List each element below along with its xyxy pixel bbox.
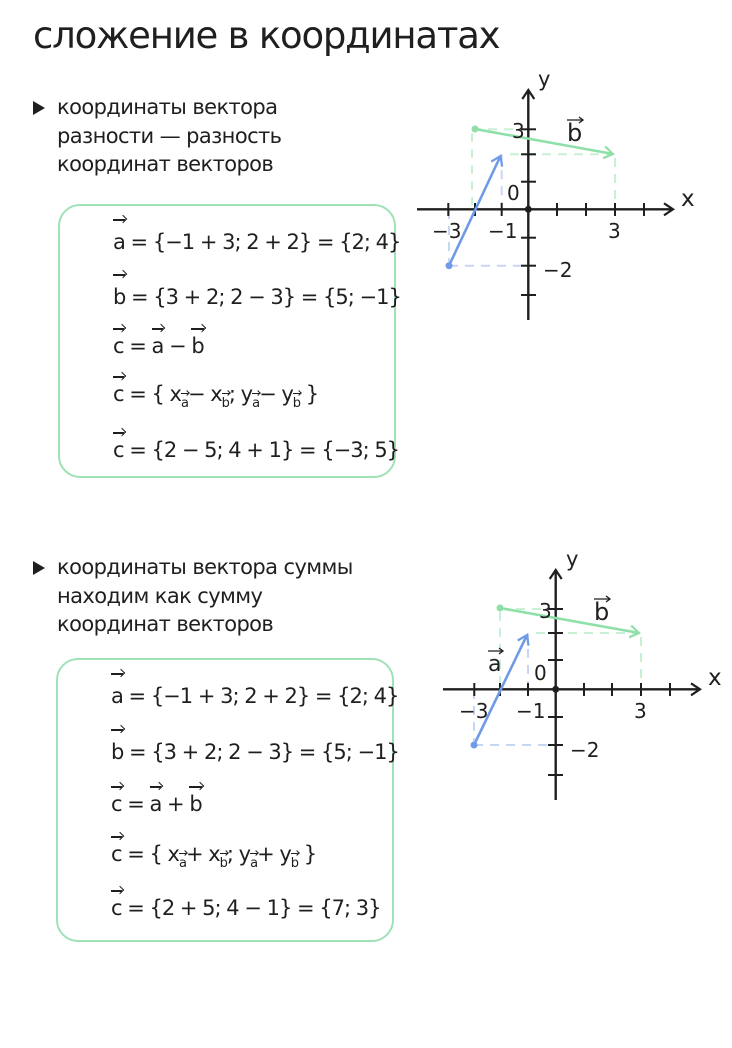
vector-a-symbol: a xyxy=(111,684,123,708)
y-tick-label-3: 3 xyxy=(539,599,552,623)
subscript-a: a xyxy=(252,396,260,411)
x-tick-label-3: 3 xyxy=(608,219,621,243)
vector-b-symbol: b xyxy=(111,740,124,764)
vector-b-start-point xyxy=(472,126,479,133)
bullet-line: координат векторов xyxy=(57,612,274,636)
subscript-a: a xyxy=(180,396,188,411)
eq-part: } xyxy=(298,842,317,866)
vector-b-symbol: b xyxy=(189,792,202,816)
vector-b-start-point xyxy=(497,605,504,612)
bullet-line: координат векторов xyxy=(57,152,274,176)
equation-b-rhs: = {3 + 2; 2 − 3} = {5; −1} xyxy=(125,285,401,309)
equation-c-rhs: = {2 − 5; 4 + 1} = {−3; 5} xyxy=(123,438,400,462)
equals-sign: = xyxy=(123,334,152,358)
x-tick-label-neg1: −1 xyxy=(488,219,518,243)
eq-part: + x xyxy=(185,842,220,866)
vector-a-symbol: a xyxy=(149,792,162,816)
subscript-b: b xyxy=(292,396,301,411)
y-tick-label-neg2: −2 xyxy=(570,738,600,762)
vector-b-label: b xyxy=(594,598,610,626)
subscript-b: b xyxy=(221,396,229,411)
equation-b-rhs: = {3 + 2; 2 − 3} = {5; −1} xyxy=(123,740,399,764)
vector-a-symbol: a xyxy=(151,334,164,358)
subscript-a: a xyxy=(250,856,258,871)
y-axis-label: y xyxy=(538,67,551,91)
bullet-line: координаты вектора суммы xyxy=(57,555,353,579)
origin-point xyxy=(525,206,532,213)
bullet-line: разности — разность xyxy=(57,123,282,148)
eq-part: ; y xyxy=(226,842,251,866)
operator: + xyxy=(161,792,190,816)
vector-b-arrow xyxy=(500,608,639,633)
vector-a-start-point xyxy=(446,262,453,269)
vector-c-symbol: c xyxy=(111,896,122,920)
eq-part: + y xyxy=(257,842,291,866)
eq-part: } xyxy=(300,382,319,406)
vector-b-symbol: b xyxy=(113,285,126,309)
x-tick-label-3: 3 xyxy=(634,699,647,723)
x-tick-label-neg3: −3 xyxy=(432,219,462,243)
eq-part: ; y xyxy=(228,382,253,406)
x-tick-label-neg3: −3 xyxy=(459,699,489,723)
vector-b-label: b xyxy=(567,119,583,147)
vector-c-symbol: c xyxy=(113,438,124,462)
equation-c-rhs: = {2 + 5; 4 − 1} = {7; 3} xyxy=(121,896,381,920)
vector-b-arrow xyxy=(475,129,613,154)
y-axis-label: y xyxy=(566,547,579,571)
bullet-line: находим как сумму xyxy=(57,583,263,608)
vector-c-symbol: c xyxy=(113,334,124,358)
vector-b-symbol: b xyxy=(191,334,204,358)
eq-part: = { x xyxy=(121,842,179,866)
equation-a-rhs: = {−1 + 3; 2 + 2} = {2; 4} xyxy=(124,230,401,254)
subscript-b: b xyxy=(290,856,299,871)
y-tick-label-3: 3 xyxy=(512,119,525,143)
equals-sign: = xyxy=(121,792,150,816)
origin-point xyxy=(552,686,559,693)
vector-a-label: a xyxy=(488,652,502,677)
vector-c-symbol: c xyxy=(111,792,122,816)
equation-a-rhs: = {−1 + 3; 2 + 2} = {2; 4} xyxy=(122,684,399,708)
eq-part: = { x xyxy=(123,382,181,406)
graph-1 xyxy=(417,67,695,320)
y-tick-label-neg2: −2 xyxy=(543,258,573,282)
x-axis-label: x xyxy=(708,665,722,691)
vector-a-symbol: a xyxy=(113,230,125,254)
eq-part: − y xyxy=(259,382,293,406)
vector-c-symbol: c xyxy=(111,842,122,866)
vector-a-start-point xyxy=(471,742,478,749)
subscript-b: b xyxy=(219,856,227,871)
operator: − xyxy=(163,334,192,358)
x-axis-label: x xyxy=(681,186,695,212)
origin-label: 0 xyxy=(507,181,520,205)
vector-a-arrow xyxy=(449,156,501,266)
page-title: сложение в координатах xyxy=(33,14,500,57)
eq-part: − x xyxy=(187,382,222,406)
graph-2 xyxy=(443,547,722,800)
origin-label: 0 xyxy=(534,661,547,685)
vector-c-symbol: c xyxy=(113,382,124,406)
bullet-line: координаты вектора xyxy=(57,95,278,119)
x-tick-label-neg1: −1 xyxy=(516,699,546,723)
subscript-a: a xyxy=(178,856,186,871)
